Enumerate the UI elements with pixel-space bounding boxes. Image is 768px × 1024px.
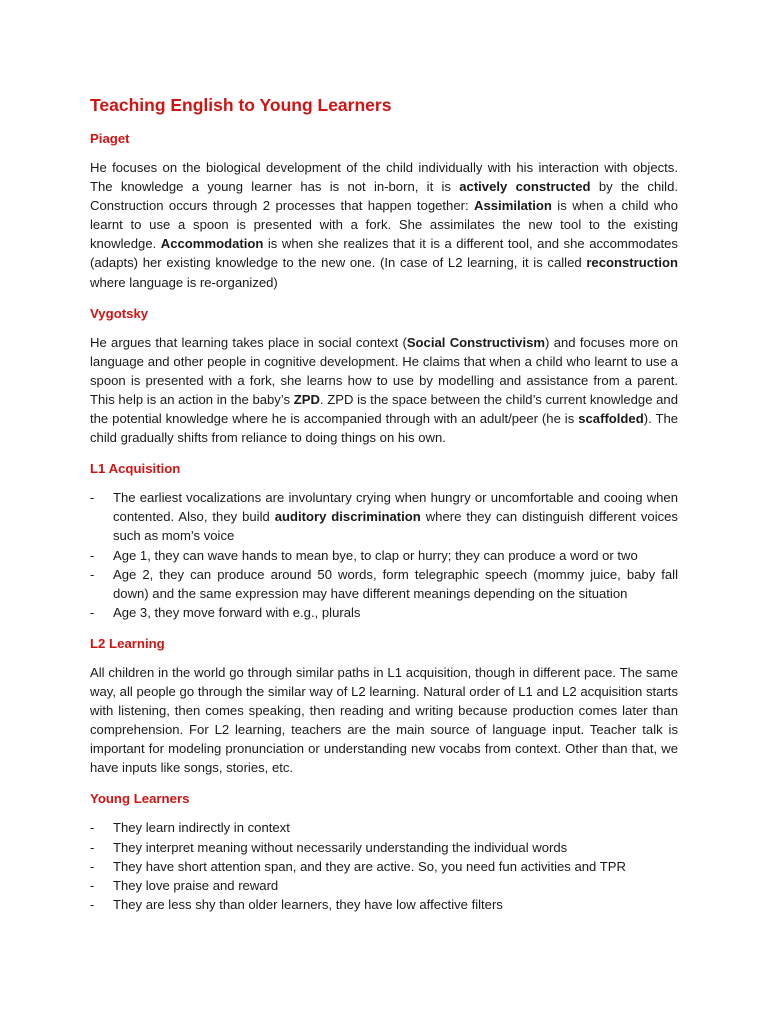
young-learners-list (90, 818, 678, 913)
section-heading-l2-learning: L2 Learning (90, 635, 165, 651)
list-item: - They interpret meaning without necessarily understanding the individual words (90, 839, 568, 855)
list-item: - Age 3, they move forward with e.g., plurals (90, 604, 361, 620)
section-heading-piaget: Piaget (90, 131, 130, 146)
document-title: Teaching English to Young Learners (90, 95, 392, 115)
list-item: - They learn indirectly in context (90, 820, 290, 836)
list-item: - They love praise and reward (90, 877, 279, 893)
vygotsky-paragraph: He argues that learning takes place in social context (Social Constructivism) and focuses more on language and other people in cognitive development. He claims that when a child who learnt to use a spoon is presented with a fork, she learns how to use by modelling and assistance from a parent. This help is an action in the baby’s ZPD. ZPD is the space between the child’s current knowledge and the potential knowledge where he is accompanied through with an adult/peer (he is scaffolded). The child gradually shifts from reliance to doing things on his own. (90, 334, 679, 446)
list-item: - The earliest vocalizations are involuntary crying when hungry or uncomfortable and cooing when contented. Also, they build auditory discrimination where they can distinguish different voices such as mom’s voice (90, 490, 678, 544)
l1-acquisition-list (90, 488, 678, 622)
list-item: - They have short attention span, and they are active. So, you need fun activities and TPR (90, 858, 626, 874)
piaget-paragraph: He focuses on the biological development of the child individually with his interaction with objects. The knowledge a young learner has is not in-born, it is actively constructed by the child. Construction occurs through 2 processes that happen together: Assimilation is when a child who learnt to use a spoon is presented with a fork. She assimilates the new tool to the existing knowledge. Accommodation is when she realizes that it is a different tool, and she accommodates (adapts) her existing knowledge to the new one. (In case of L2 learning, it is called reconstruction where language is re-organized) (90, 160, 678, 290)
section-heading-young-learners: Young Learners (90, 791, 190, 807)
section-heading-vygotsky: Vygotsky (90, 305, 149, 321)
list-item: - Age 2, they can produce around 50 words, form telegraphic speech (mommy juice, baby fall down) and the same expression may have different meanings depending on the situation (90, 566, 678, 601)
list-item: - Age 1, they can wave hands to mean bye, to clap or hurry; they can produce a word or two (90, 547, 638, 563)
l2-learning-paragraph: All children in the world go through similar paths in L1 acquisition, though in different pace. The same way, all people go through the similar way of L2 learning. Natural order of L1 and L2 acquisition starts with listening, then comes speaking, then reading and writing because production comes later than comprehension. For L2 learning, teachers are the main source of language input. Teacher talk is important for modeling pronunciation or understanding new vocabs from context. Other than that, we have inputs like songs, stories, etc. (90, 664, 678, 776)
section-heading-l1-acquisition: L1 Acquisition (90, 461, 181, 477)
list-item: - They are less shy than older learners, they have low affective filters (90, 896, 503, 912)
